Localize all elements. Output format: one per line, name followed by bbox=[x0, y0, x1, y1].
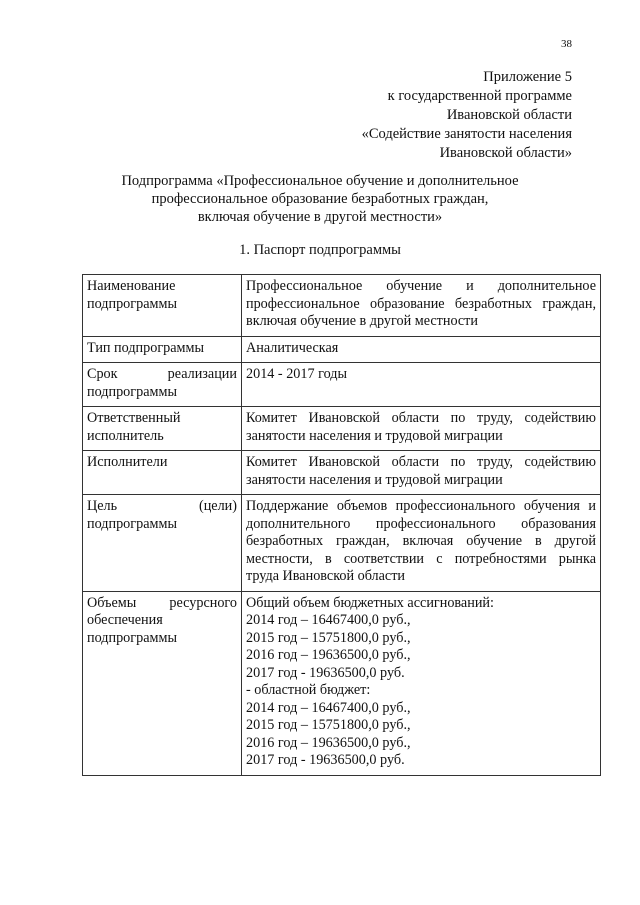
row-value-line: 2017 год - 19636500,0 руб. bbox=[246, 664, 405, 681]
row-label-cell bbox=[83, 336, 242, 363]
row-value-line: 2014 год – 16467400,0 руб., bbox=[246, 699, 411, 716]
row-label-cell bbox=[83, 275, 242, 337]
row-value-line: труда Ивановской области bbox=[246, 568, 406, 584]
appendix-line: Ивановской области» bbox=[439, 145, 572, 161]
row-value-line: 2015 год – 15751800,0 руб., bbox=[246, 717, 411, 733]
row-value-cell bbox=[242, 363, 601, 407]
section-heading: 1. Паспорт подпрограммы bbox=[239, 242, 401, 258]
row-value-cell bbox=[242, 275, 601, 337]
row-label-cell bbox=[83, 495, 242, 592]
appendix-line: к государственной программе bbox=[387, 88, 572, 104]
appendix-line: «Содействие занятости населения bbox=[361, 126, 572, 142]
row-label-line: подпрограммы bbox=[87, 515, 177, 532]
row-label-cell bbox=[83, 407, 242, 451]
row-value-line: безработных граждан, включая обучение в другой bbox=[246, 533, 596, 549]
table-row bbox=[83, 275, 601, 337]
row-value-line: - областной бюджет: bbox=[246, 682, 371, 698]
subprogram-title-line: Подпрограмма «Профессиональное обучение и дополнительное bbox=[121, 173, 519, 189]
subprogram-title-line: профессиональное образование безработных граждан, bbox=[151, 191, 489, 207]
row-label-line: подпрограммы bbox=[87, 383, 177, 400]
table-row bbox=[83, 407, 601, 451]
row-label-line: подпрограммы bbox=[87, 629, 177, 646]
row-value-line: Поддержание объемов профессионального обучения и bbox=[246, 498, 596, 514]
row-label-cell bbox=[83, 363, 242, 407]
row-value-line: включая обучение в другой местности bbox=[246, 313, 478, 329]
row-label-line: Срок реализации bbox=[87, 366, 237, 382]
row-value-line: 2016 год – 19636500,0 руб., bbox=[246, 647, 411, 663]
row-value-cell bbox=[242, 451, 601, 495]
row-value-line: занятости населения и трудовой миграции bbox=[246, 471, 503, 488]
row-value-line: дополнительного профессионального образования bbox=[246, 515, 596, 532]
table-row bbox=[83, 336, 601, 363]
row-value-cell bbox=[242, 591, 601, 775]
row-value-line: Аналитическая bbox=[246, 339, 339, 356]
subprogram-title bbox=[70, 172, 570, 226]
appendix-line: Ивановской области bbox=[446, 107, 572, 123]
page-number: 38 bbox=[561, 38, 572, 50]
row-value-line: 2014 - 2017 годы bbox=[246, 366, 348, 382]
row-value-cell bbox=[242, 495, 601, 592]
row-value-line: 2017 год - 19636500,0 руб. bbox=[246, 752, 405, 768]
row-value-line: Комитет Ивановской области по труду, содействию bbox=[246, 454, 596, 470]
row-value-line: Профессиональное обучение и дополнительное bbox=[246, 278, 596, 294]
row-value-line: 2015 год – 15751800,0 руб., bbox=[246, 629, 411, 646]
row-value-line: Общий объем бюджетных ассигнований: bbox=[246, 594, 494, 611]
row-value-line: профессиональное образование безработных граждан, bbox=[246, 295, 596, 312]
row-label-line: Исполнители bbox=[87, 454, 168, 470]
row-value-line: Комитет Ивановской области по труду, содействию bbox=[246, 410, 596, 426]
row-label-line: подпрограммы bbox=[87, 295, 177, 312]
row-value-line: 2016 год – 19636500,0 руб., bbox=[246, 734, 411, 751]
row-value-line: 2014 год – 16467400,0 руб., bbox=[246, 612, 411, 628]
row-label-line: Цель (цели) bbox=[87, 498, 237, 514]
row-value-line: занятости населения и трудовой миграции bbox=[246, 427, 503, 444]
row-label-line: обеспечения bbox=[87, 612, 163, 628]
row-value-line: местности, в соответствии с потребностями рынка bbox=[246, 550, 596, 567]
row-value-cell bbox=[242, 336, 601, 363]
row-label-line: Наименование bbox=[87, 278, 176, 294]
passport-table bbox=[82, 274, 601, 776]
row-label-line: Ответственный bbox=[87, 410, 181, 426]
appendix-line: Приложение 5 bbox=[483, 69, 572, 85]
table-row bbox=[83, 591, 601, 775]
row-label-cell bbox=[83, 451, 242, 495]
table-row bbox=[83, 363, 601, 407]
row-label-line: Тип подпрограммы bbox=[87, 339, 205, 356]
subprogram-title-line: включая обучение в другой местности» bbox=[197, 209, 443, 225]
table-row bbox=[83, 495, 601, 592]
row-label-line: Объемы ресурсного bbox=[87, 594, 237, 611]
row-label-line: исполнитель bbox=[87, 427, 164, 444]
row-value-cell bbox=[242, 407, 601, 451]
table-row bbox=[83, 451, 601, 495]
row-label-cell bbox=[83, 591, 242, 775]
appendix-block bbox=[272, 68, 572, 163]
